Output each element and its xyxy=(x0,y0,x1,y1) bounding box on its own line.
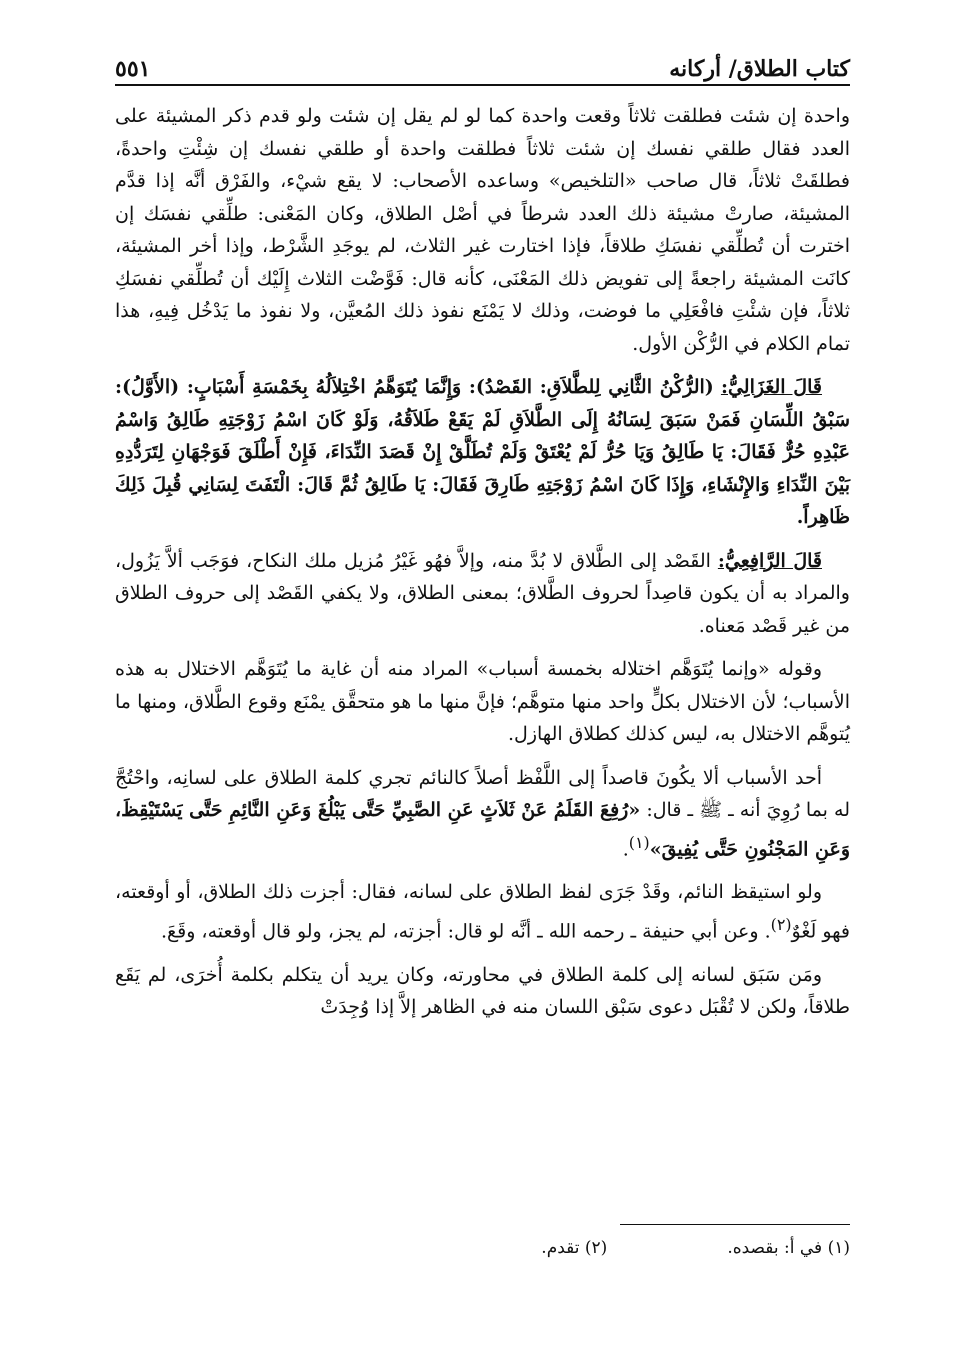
paragraph-6-text-b: . وعن أبي حنيفة ـ رحمه الله ـ أنَّه لو قال: أجزته، لم يجز، ولو قال أوقعته، وقَعَ. xyxy=(160,920,771,943)
paragraph-4: وقوله «وإنما يُتَوَهَّم اختلاله بخمسة أسباب» المراد منه أن غاية ما يُتَوَهَّم الاختلال به هذه الأسباب؛ لأن الاختلال بكلٍّ واحد منها متوهَّم؛ فإنَّ منها ما هو متحقَّق يمْنَع وقوع الطَّلاق، ومنها ما يُتوهَّم الاختلال به، ليس كذلك كطلاق الهازل. xyxy=(115,658,850,745)
paragraph-5-text: أحد الأسباب ألا يكُونَ قاصداً إلى اللَّفْظ أصلاً كالنائم تجري كلمة الطلاق على لسانِه، واحْتُجَّ له بما رُوِيَ أنه ـ ﷺ ـ قال: xyxy=(115,766,851,821)
footnote-ref-1: (١) xyxy=(628,832,650,852)
paragraph-6-text-a: ولو استيقظ النائم، وقَدْ جَرَى لفظ الطلاق على لسانه، فقال: أجزت ذلك الطلاق، أو أوقعته، فهو لَغْوٌ xyxy=(115,881,850,943)
rafii-text: القَصْد إلى الطَّلاق لا بُدَّ منه، وإلاَّ فهُو غَيْرُ مُزيل ملك النكاح، فوَجَب ألاَّ يَزُول، والمراد به أن يكون قاصِداً لحروف الطَّلاق؛ بمعنى الطلاق، ولا يكفي القَصْد إلى حروف الطلاق من غير قَصْد مَعناه. xyxy=(115,549,850,637)
footnote-2: (٢) تقدم. xyxy=(541,1238,608,1258)
speaker-ghazali: قَالَ الغَزَالِيُّ: xyxy=(720,376,822,398)
paragraph-ghazali xyxy=(115,371,850,534)
paragraph-6 xyxy=(115,876,850,947)
speaker-rafii: قَالَ الرَّافِعِيُّ: xyxy=(717,549,822,572)
hadith-quote: «رُفِعَ القَلَمُ عَنْ ثَلاَثٍ عَنِ الصَّبِيِّ حَتَّى يَبْلُغَ وَعَنِ النَّائِمِ حَتَّى يَسْتَيْقِظَ، وَعَنِ المَجْنُونِ حَتَّى يُفِيقَ» xyxy=(115,799,850,860)
paragraph-5: أحد الأسباب ألا يكُونَ قاصداً إلى اللَّفْظ أصلاً كالنائم تجري كلمة الطلاق على لسانِه، واحْتُجَّ له بما رُوِيَ أنه ـ ﷺ ـ قال: «رُفِعَ القَلَمُ عَنْ ثَلاَثٍ عَنِ الصَّبِيِّ حَتَّى يَبْلُغَ وَعَنِ النَّائِمِ حَتَّى يَسْتَيْقِظَ، وَعَنِ المَجْنُونِ حَتَّى يُفِيقَ»$^{(١)}$. xyxy=(115,766,851,860)
running-title: كتاب الطلاق/ أركانه xyxy=(669,56,850,82)
header-divider xyxy=(115,84,850,86)
footnote-ref-2: (٢) xyxy=(770,914,792,934)
paragraph-7: ومَن سَبَق لسانه إلى كلمة الطلاق في محاورته، وكان يريد أن يتكلم بكلمة أُخرَى، لم يَقَع طلاقاً، ولكن لا تُقْبَل دعوى سَبْق اللسان منه في الظاهر إلاَّ إذا وُجِدَتْ xyxy=(115,963,850,1019)
paragraph-1: واحدة إن شئت فطلقت ثلاثاً وقعت واحدة كما لو لم يقل إن شئت ولو قدم ذكر المشيئة على العدد فقال طلقي نفسك إن شئت ثلاثاً فطلقت واحدة أو طلقي نفسك إن شِئْتِ واحدةً، فطلقَتْ ثلاثاً، قال صاحب «التلخيص» وساعده الأصحاب: لا يقع شيْء، والفَرْق أنَّه إذا قدَّم المشيئة، صارتْ مشيئة ذلك العدد شرطاً في أصْل الطلاق، وكان المَعْنى: طلِّقي نفسَك إن اخترت أن تُطلِّقي نفسَكِ طلاقاً، فإذا اختارت غير الثلاث، لم يوجَدِ الشَّرْط، وإذا أخر المشيئة، كانَت المشيئة راجعةً إلى تفويض ذلك المَعْنَى، كأنه قال: فَوَّضْت الثلاث إِلَيْك أن تُطلِّقي نفسَكِ ثلاثاً، فإن شئْتِ فافْعَلِي ما فوضت، وذلك لا يَمْنَع نفوذ ذلك المُعيَّن، ولا نفوذ ما يَدْخُل فِيهِ، هذا تمام الكلام في الرُّكْن الأول. xyxy=(115,105,850,355)
page-number: ٥٥١ xyxy=(115,56,151,82)
footnote-1: (١) في أ: بقصده. xyxy=(727,1238,850,1258)
footnote-divider xyxy=(620,1224,850,1225)
main-text xyxy=(115,100,850,1035)
ghazali-text: (الرُّكْنُ الثَّانِي لِلطَّلاَقِ: القَصْدُ): وَإِنَّمَا يُتَوَهَّمُ اخْتِلاَلُهُ بِخَمْسَةِ أَسْبَابٍ: (الأَوَّلُ): سَبْقُ اللِّسَانِ فَمَنْ سَبَقَ لِسَانُهُ إِلَى الطَّلاَقِ لَمْ يَقَعْ طَلاَقُهُ، وَلَوْ كَانَ اسْمُ زَوْجَتِهِ طَالِقُ وَاسْمُ عَبْدِهِ حُرٌّ فَقَالَ: يَا طَالِقُ وَيَا حُرُّ لَمْ يُعْتَقْ وَلَمْ تُطَلَّقْ إِنْ قَصَدَ النِّدَاءَ، فَإِنْ أَطْلَقَ فَوَجْهَانِ لِتَرَدُّدِهِ بَيْنَ النِّدَاءِ وَالإِنْشَاءِ، وَإِذَا كَانَ اسْمُ زَوْجَتِهِ طَارِقَ فَقَالَ: يَا طَالِقُ ثُمَّ قَالَ: الْتَفَتَ لِسَانِي قُبِلَ ذَلِكَ ظَاهِراً. xyxy=(115,376,850,528)
footnotes xyxy=(300,1238,850,1258)
paragraph-rafii xyxy=(115,545,850,643)
page-header xyxy=(115,38,850,82)
